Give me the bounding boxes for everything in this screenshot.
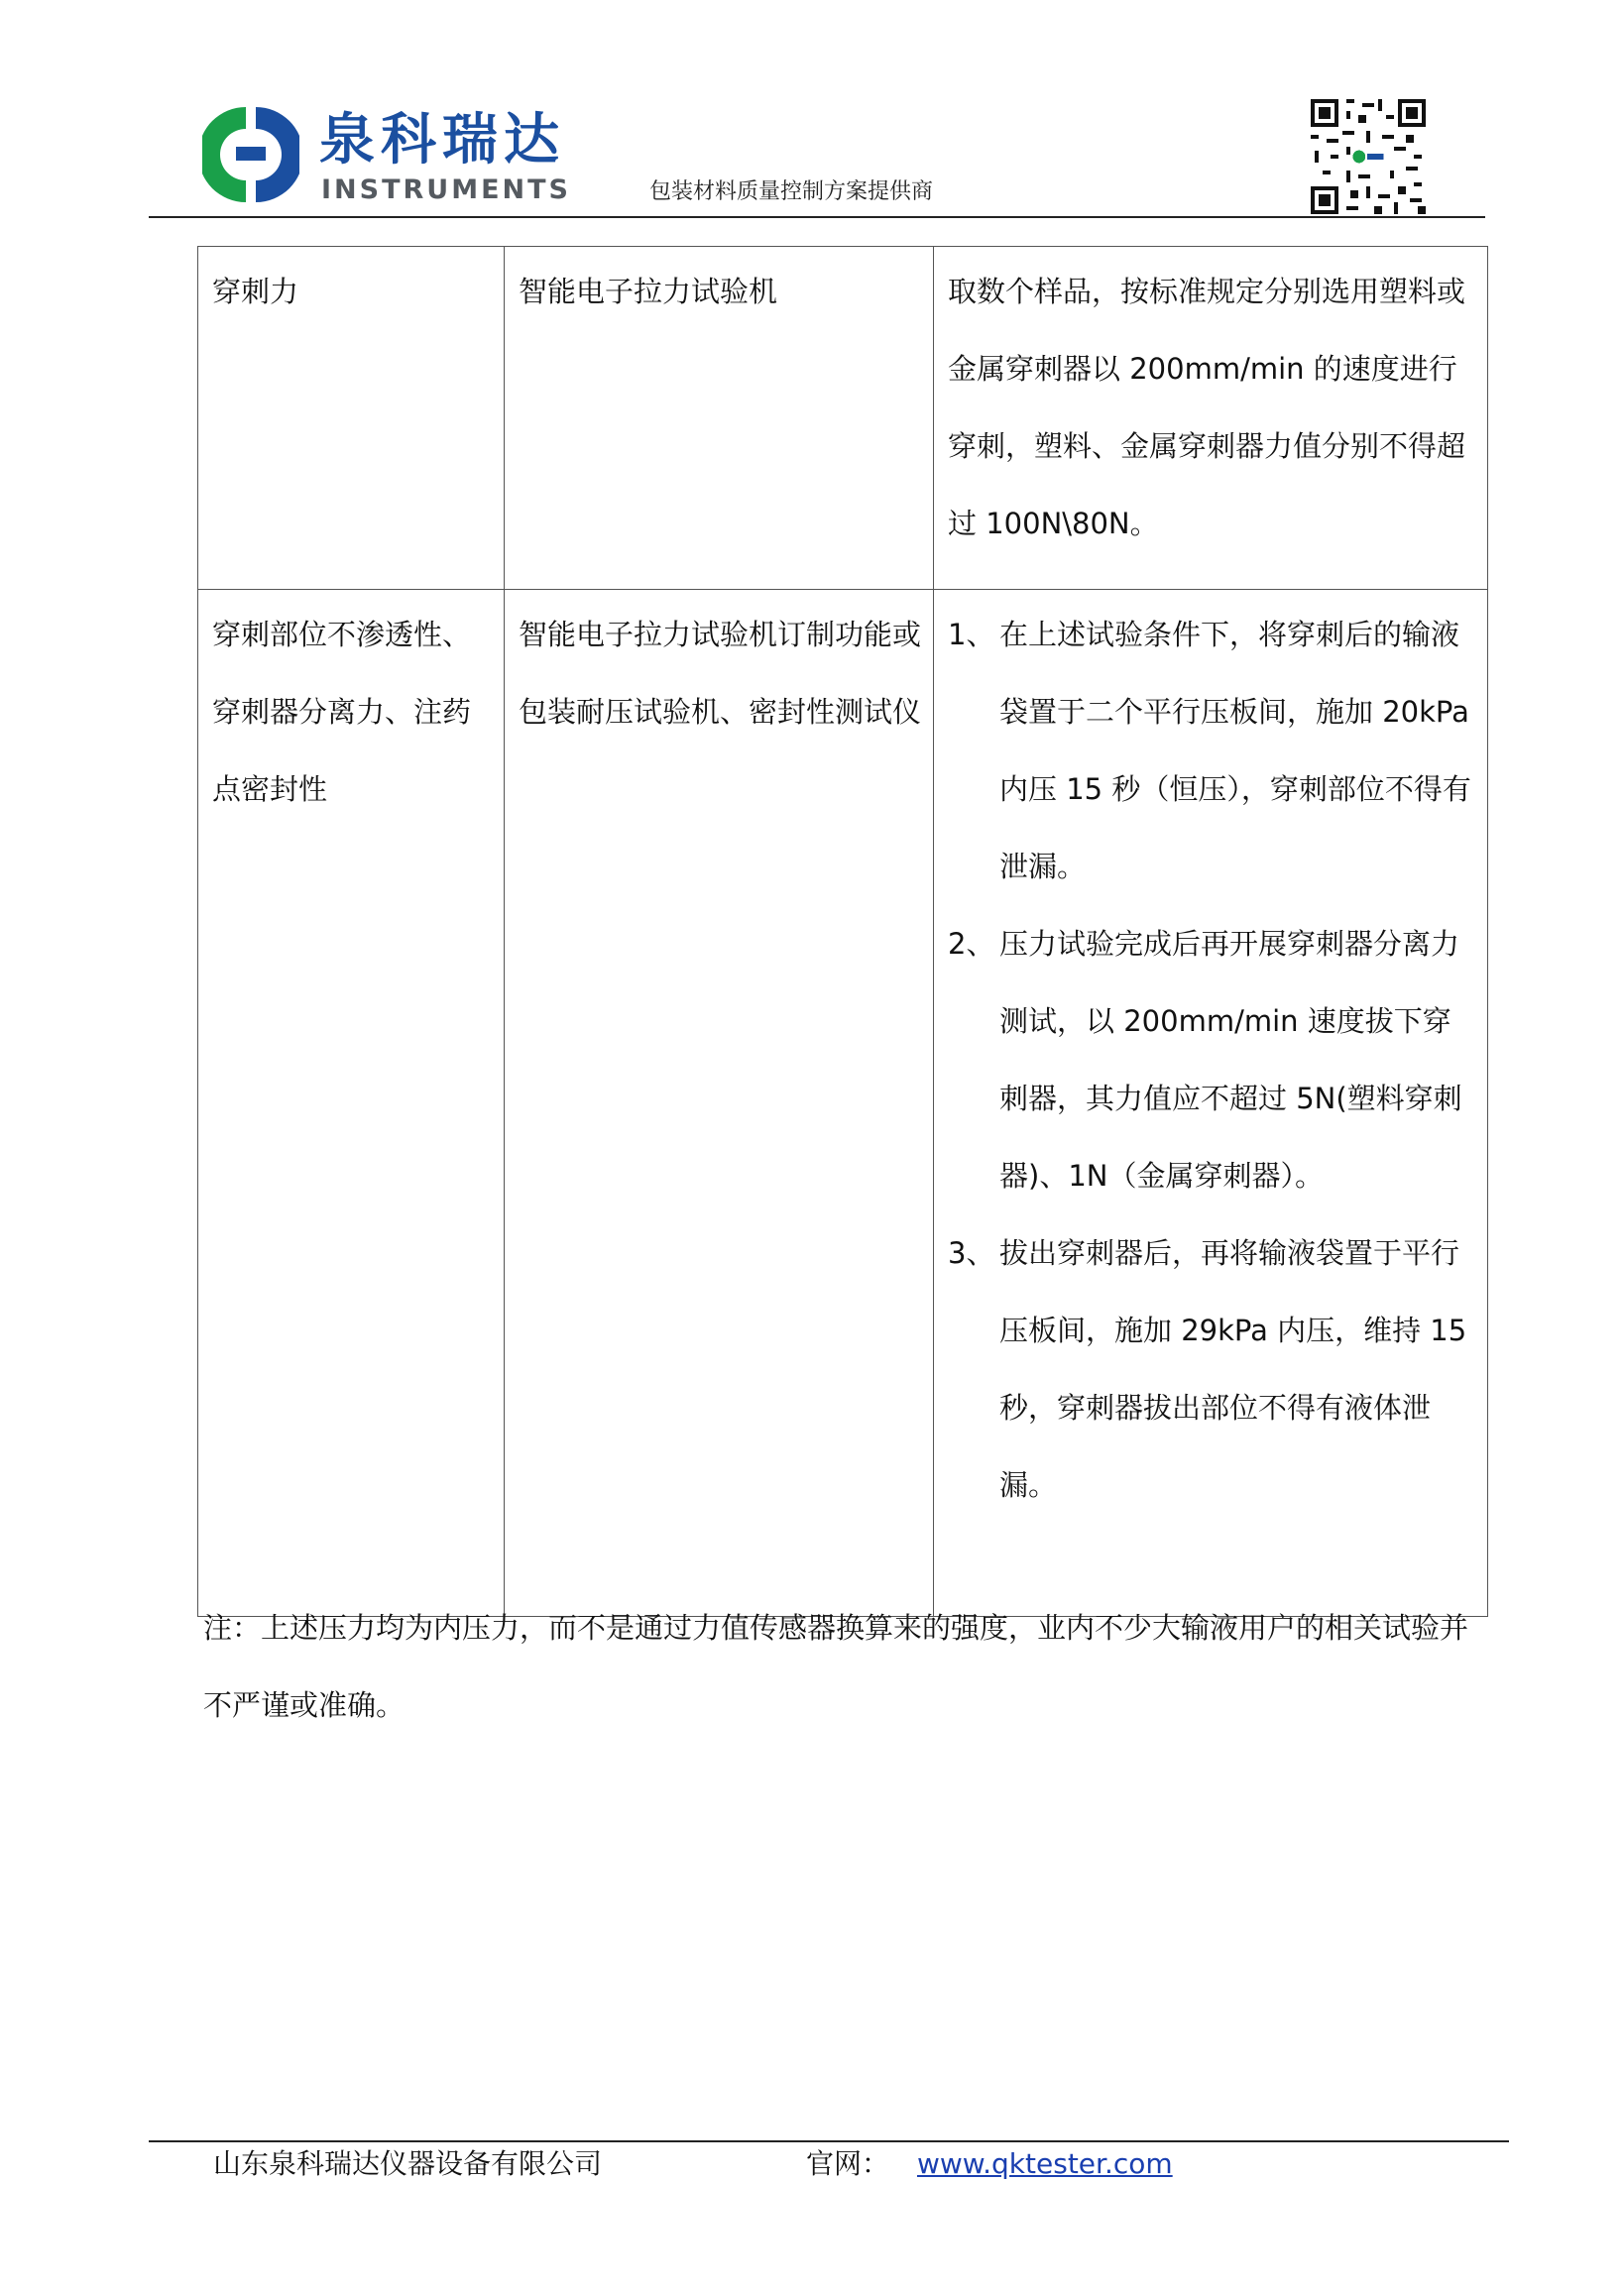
header-divider — [149, 216, 1485, 218]
requirement-cell — [934, 590, 1488, 1617]
requirement-list-item — [948, 905, 1475, 1214]
instrument-cell — [505, 590, 934, 1617]
test-item-cell — [198, 247, 505, 590]
instrument-text: 智能电子拉力试验机订制功能或包装耐压试验机、密封性测试仪 — [519, 618, 922, 729]
requirement-number: 3、 — [948, 1236, 995, 1270]
requirement-list-item — [948, 596, 1475, 905]
requirement-text: 拔出穿刺器后，再将输液袋置于平行压板间，施加 29kPa 内压，维持 15 秒，穿刺器拔出部位不得有液体泄漏。 — [999, 1236, 1467, 1502]
brand-name-en: INSTRUMENTS — [321, 174, 571, 205]
footer-company-name: 山东泉科瑞达仪器设备有限公司 — [213, 2147, 603, 2180]
requirement-number: 1、 — [948, 618, 995, 651]
company-tagline: 包装材料质量控制方案提供商 — [649, 179, 934, 204]
table-note: 注：上述压力均为内压力，而不是通过力值传感器换算来的强度，业内不少大输液用户的相关试验并不严谨或准确。 — [203, 1611, 1469, 1722]
requirement-list-item — [948, 1214, 1475, 1524]
test-item-cell — [198, 590, 505, 1617]
test-item-text: 穿刺力 — [212, 275, 299, 308]
requirement-number: 2、 — [948, 927, 995, 961]
instrument-cell — [505, 247, 934, 590]
instrument-text: 智能电子拉力试验机 — [519, 275, 778, 308]
footer-divider — [149, 2140, 1509, 2142]
requirement-text: 在上述试验条件下，将穿刺后的输液袋置于二个平行压板间，施加 20kPa 内压 15 秒（恒压），穿刺部位不得有泄漏。 — [999, 618, 1471, 883]
requirement-text: 压力试验完成后再开展穿刺器分离力测试，以 200mm/min 速度拔下穿刺器，其力值应不超过 5N(塑料穿刺器)、1N（金属穿刺器）。 — [999, 927, 1462, 1193]
requirement-text: 取数个样品，按标准规定分别选用塑料或金属穿刺器以 200mm/min 的速度进行穿刺，塑料、金属穿刺器力值分别不得超过 100N\80N。 — [948, 275, 1466, 540]
table-row — [198, 247, 1488, 590]
qr-code-icon — [1311, 99, 1426, 214]
footer-website-link[interactable]: www.qktester.com — [917, 2147, 1173, 2180]
requirement-cell — [934, 247, 1488, 590]
test-item-text: 穿刺部位不渗透性、穿刺器分离力、注药点密封性 — [212, 618, 472, 806]
table-row — [198, 590, 1488, 1617]
footer-website-label: 官网： — [806, 2147, 890, 2180]
brand-name-cn: 泉科瑞达 — [319, 108, 565, 172]
qk-logo-icon — [202, 103, 299, 206]
test-spec-table — [197, 246, 1488, 1617]
